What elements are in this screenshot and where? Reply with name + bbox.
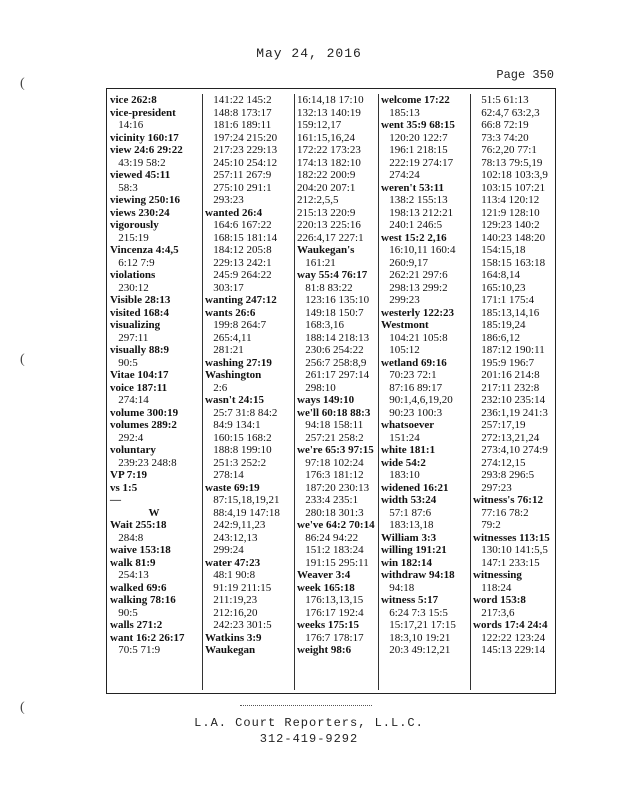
index-reference: 185:13 — [381, 106, 420, 119]
index-term: win 182:14 — [381, 556, 433, 569]
index-reference: 104:21 105:8 — [381, 331, 448, 344]
index-term: white 181:1 — [381, 444, 436, 456]
index-reference: 298:13 299:2 — [381, 281, 448, 294]
index-reference: 184:12 205:8 — [205, 244, 272, 256]
index-term: waive 153:18 — [110, 544, 171, 556]
index-reference: 77:16 78:2 — [473, 506, 529, 519]
index-reference: 86:24 94:22 — [297, 531, 359, 544]
index-term: width 53:24 — [381, 494, 437, 506]
index-term: walls 271:2 — [110, 619, 163, 631]
index-reference: 260:9,17 — [381, 256, 429, 269]
index-reference: 113:4 120:12 — [473, 194, 540, 206]
index-reference: 148:8 173:17 — [205, 106, 272, 119]
index-reference: 62:4,7 63:2,3 — [473, 106, 540, 119]
index-reference: 122:22 123:24 — [473, 631, 546, 644]
index-term: witnesses 113:15 — [473, 531, 550, 544]
index-reference: 171:1 175:4 — [473, 294, 535, 306]
index-term: weight 98:6 — [297, 644, 352, 656]
index-term: witness 5:17 — [381, 594, 439, 606]
index-reference: 212:2,5,5 — [297, 194, 339, 206]
index-reference: 297:11 — [110, 331, 149, 344]
index-term: vicinity 160:17 — [110, 131, 179, 144]
index-reference: 94:18 — [381, 581, 415, 594]
index-reference: 273:4,10 274:9 — [473, 444, 548, 456]
margin-mark: ( — [20, 700, 25, 715]
index-reference: 168:15 181:14 — [205, 231, 278, 244]
index-reference: 257:11 267:9 — [205, 169, 272, 181]
index-term: withdraw 94:18 — [381, 569, 455, 581]
index-reference: 88:4,19 147:18 — [205, 506, 280, 519]
page-number: Page 350 — [496, 68, 554, 82]
index-reference: 174:13 182:10 — [297, 156, 361, 169]
index-reference: 212:16,20 — [205, 606, 258, 619]
index-reference: 73:3 74:20 — [473, 131, 529, 144]
index-reference: 159:12,17 — [297, 119, 342, 131]
index-reference: 16:10,11 160:4 — [381, 244, 456, 256]
index-reference: 164:6 167:22 — [205, 219, 272, 231]
index-reference: 280:18 301:3 — [297, 506, 364, 519]
index-reference: 48:1 90:8 — [205, 569, 256, 581]
index-term: viewed 45:11 — [110, 169, 171, 181]
index-reference: 79:2 — [473, 519, 501, 531]
index-term: walk 81:9 — [110, 556, 156, 569]
index-term: west 15:2 2,16 — [381, 231, 447, 244]
index-reference: 147:1 233:15 — [473, 556, 540, 569]
index-term: widened 16:21 — [381, 481, 449, 494]
index-term: witnessing — [473, 569, 522, 581]
index-reference: 94:18 158:11 — [297, 419, 364, 431]
margin-mark: ( — [20, 352, 25, 367]
index-reference: 199:8 264:7 — [205, 319, 267, 331]
index-term: voluntary — [110, 444, 156, 456]
index-reference: 16:14,18 17:10 — [297, 94, 364, 106]
index-reference: 211:19,23 — [205, 594, 258, 606]
index-reference: 293:23 — [205, 194, 244, 206]
index-term: words 17:4 24:4 — [473, 619, 548, 631]
index-term: Visible 28:13 — [110, 294, 171, 306]
index-reference: 284:8 — [110, 531, 144, 544]
index-reference: 254:13 — [110, 569, 149, 581]
index-reference: 220:13 225:16 — [297, 219, 361, 231]
index-reference: 217:3,6 — [473, 606, 515, 619]
index-reference: 292:4 — [110, 431, 144, 444]
index-reference: 20:3 49:12,21 — [381, 644, 451, 656]
index-term: voice 187:11 — [110, 381, 168, 394]
index-reference: 66:8 72:19 — [473, 119, 529, 131]
index-column-3 — [294, 94, 378, 690]
header-date: May 24, 2016 — [256, 46, 362, 61]
index-term: Weaver 3:4 — [297, 569, 351, 581]
index-reference: 251:3 252:2 — [205, 456, 267, 469]
index-column-1 — [108, 94, 202, 690]
index-reference: 297:23 — [473, 481, 512, 494]
index-term: vice-president — [110, 106, 176, 119]
index-reference: 257:21 258:2 — [297, 431, 364, 444]
index-reference: 245:9 264:22 — [205, 269, 272, 281]
index-term: washing 27:19 — [205, 356, 272, 369]
index-column-2 — [202, 94, 294, 690]
index-column-4 — [378, 94, 470, 690]
index-term: whatsoever — [381, 419, 435, 431]
index-term: Vincenza 4:4,5 — [110, 244, 179, 256]
index-reference: 215:13 220:9 — [297, 206, 356, 219]
index-term: wanted 26:4 — [205, 206, 263, 219]
index-reference: 262:21 297:6 — [381, 269, 448, 281]
index-reference: 103:15 107:21 — [473, 181, 546, 194]
index-reference: 97:18 102:24 — [297, 456, 364, 469]
index-reference: 14:16 — [110, 119, 144, 131]
index-reference: 84:9 134:1 — [205, 419, 261, 431]
index-term: witness's 76:12 — [473, 494, 543, 506]
index-reference: 278:14 — [205, 469, 244, 481]
index-reference: 161:15,16,24 — [297, 131, 356, 144]
footer-rule — [240, 705, 372, 706]
index-reference: 165:10,23 — [473, 281, 526, 294]
index-term: volumes 289:2 — [110, 419, 177, 431]
margin-mark: ( — [20, 76, 25, 91]
index-term: viewing 250:16 — [110, 194, 180, 206]
index-reference: 261:17 297:14 — [297, 369, 370, 381]
index-term: visually 88:9 — [110, 344, 169, 356]
index-term: wasn't 24:15 — [205, 394, 264, 406]
index-reference: 78:13 79:5,19 — [473, 156, 543, 169]
index-term: westerly 122:23 — [381, 306, 455, 319]
index-reference: 176:3 181:12 — [297, 469, 364, 481]
index-reference: 201:16 214:8 — [473, 369, 540, 381]
index-reference: 172:22 173:23 — [297, 144, 361, 156]
footer-phone: 312-419-9292 — [259, 732, 359, 746]
index-term: Waukegan's — [297, 244, 355, 256]
index-term: visited 168:4 — [110, 306, 169, 319]
index-reference: 158:15 163:18 — [473, 256, 546, 269]
index-reference: 138:2 155:13 — [381, 194, 448, 206]
index-term: Westmont — [381, 319, 429, 331]
index-term: wanting 247:12 — [205, 294, 277, 306]
index-reference: 281:21 — [205, 344, 244, 356]
index-reference: 154:15,18 — [473, 244, 526, 256]
index-reference: 168:3,16 — [297, 319, 345, 331]
index-reference: 293:8 296:5 — [473, 469, 535, 481]
index-reference: 90:23 100:3 — [381, 406, 443, 419]
index-reference: 2:6 — [205, 381, 228, 394]
index-reference: 222:19 274:17 — [381, 156, 454, 169]
index-reference: 240:1 246:5 — [381, 219, 443, 231]
index-reference: 242:9,11,23 — [205, 519, 266, 531]
index-reference: 274:24 — [381, 169, 420, 181]
index-term: violations — [110, 269, 156, 281]
index-reference: 15:17,21 17:15 — [381, 619, 456, 631]
index-reference: 58:3 — [110, 181, 138, 194]
index-reference: 91:19 211:15 — [205, 581, 272, 594]
index-reference: 256:7 258:8,9 — [297, 356, 367, 369]
index-reference: 274:14 — [110, 394, 149, 406]
index-reference: 176:7 178:17 — [297, 631, 364, 644]
index-reference: 25:7 31:8 84:2 — [205, 406, 278, 419]
index-reference: 160:15 168:2 — [205, 431, 272, 444]
index-term: Vitae 104:17 — [110, 369, 169, 381]
index-reference: 90:1,4,6,19,20 — [381, 394, 453, 406]
index-reference: 187:12 190:11 — [473, 344, 545, 356]
index-term: weren't 53:11 — [381, 181, 445, 194]
index-term: Waukegan — [205, 644, 256, 656]
index-reference: 191:15 295:11 — [297, 556, 369, 569]
index-reference: 257:17,19 — [473, 419, 526, 431]
index-term: welcome 17:22 — [381, 94, 450, 106]
index-reference: 195:9 196:7 — [473, 356, 535, 369]
index-reference: 102:18 103:3,9 — [473, 169, 548, 181]
index-reference: 299:23 — [381, 294, 420, 306]
index-reference: 229:13 242:1 — [205, 256, 272, 269]
index-reference: 226:4,17 227:1 — [297, 231, 364, 244]
index-term: visualizing — [110, 319, 161, 331]
index-reference: 274:12,15 — [473, 456, 526, 469]
index-reference: 87:16 89:17 — [381, 381, 443, 394]
index-term: views 230:24 — [110, 206, 170, 219]
index-reference: 149:18 150:7 — [297, 306, 364, 319]
index-reference: 176:13,13,15 — [297, 594, 364, 606]
index-term: Wait 255:18 — [110, 519, 167, 531]
index-term: we're 65:3 97:15 — [297, 444, 374, 456]
index-reference: 6:12 7:9 — [110, 256, 155, 269]
index-term: way 55:4 76:17 — [297, 269, 368, 281]
index-reference: 123:16 135:10 — [297, 294, 370, 306]
index-reference: 217:11 232:8 — [473, 381, 540, 394]
index-term: walked 69:6 — [110, 581, 167, 594]
index-reference: 217:23 229:13 — [205, 144, 278, 156]
index-reference: 298:10 — [297, 381, 336, 394]
index-reference: 275:10 291:1 — [205, 181, 272, 194]
index-reference: 141:22 145:2 — [205, 94, 272, 106]
index-reference: 197:24 215:20 — [205, 131, 278, 144]
index-term: VP 7:19 — [110, 469, 147, 481]
index-reference: 118:24 — [473, 581, 512, 594]
index-reference: 57:1 87:6 — [381, 506, 432, 519]
index-reference: 242:23 301:5 — [205, 619, 272, 631]
footer-company: L.A. Court Reporters, L.L.C. — [194, 716, 424, 730]
index-reference: 185:13,14,16 — [473, 306, 540, 319]
index-reference: 121:9 128:10 — [473, 206, 540, 219]
index-term: waste 69:19 — [205, 481, 260, 494]
index-reference: 186:6,12 — [473, 331, 521, 344]
index-reference: 245:10 254:12 — [205, 156, 278, 169]
index-reference: 90:5 — [110, 606, 138, 619]
index-reference: 196:1 218:15 — [381, 144, 448, 156]
index-reference: 232:10 235:14 — [473, 394, 546, 406]
index-reference: 183:10 — [381, 469, 420, 481]
index-reference: 18:3,10 19:21 — [381, 631, 451, 644]
index-term: — — [110, 494, 121, 506]
index-reference: 230:6 254:22 — [297, 344, 364, 356]
index-reference: 145:13 229:14 — [473, 644, 546, 656]
index-reference: 236:1,19 241:3 — [473, 406, 548, 419]
index-reference: 87:15,18,19,21 — [205, 494, 280, 506]
index-reference: 76:2,20 77:1 — [473, 144, 537, 156]
index-term: William 3:3 — [381, 531, 437, 544]
index-reference: 161:21 — [297, 256, 336, 269]
index-reference: 303:17 — [205, 281, 244, 294]
index-term: went 35:9 68:15 — [381, 119, 455, 131]
index-term: weeks 175:15 — [297, 619, 360, 631]
index-reference: 51:5 61:13 — [473, 94, 529, 106]
index-reference: 299:24 — [205, 544, 244, 556]
index-reference: 188:14 218:13 — [297, 331, 370, 344]
index-term: word 153:8 — [473, 594, 526, 606]
index-reference: 187:20 230:13 — [297, 481, 370, 494]
index-reference: 243:12,13 — [205, 531, 258, 544]
index-term: volume 300:19 — [110, 406, 179, 419]
index-reference: 132:13 140:19 — [297, 106, 361, 119]
index-term: view 24:6 29:22 — [110, 144, 183, 156]
index-term: want 16:2 26:17 — [110, 631, 185, 644]
index-reference: 188:8 199:10 — [205, 444, 272, 456]
index-reference: 176:17 192:4 — [297, 606, 364, 619]
index-reference: 233:4 235:1 — [297, 494, 359, 506]
index-reference: 204:20 207:1 — [297, 181, 356, 194]
index-term: we'll 60:18 88:3 — [297, 406, 371, 419]
index-reference: 182:22 200:9 — [297, 169, 356, 181]
index-reference: 90:5 — [110, 356, 138, 369]
index-term: wetland 69:16 — [381, 356, 447, 369]
index-term: week 165:18 — [297, 581, 355, 594]
index-reference: 185:19,24 — [473, 319, 526, 331]
index-reference: 105:12 — [381, 344, 420, 356]
index-reference: 272:13,21,24 — [473, 431, 540, 444]
index-term: vs 1:5 — [110, 481, 138, 494]
index-term: vigorously — [110, 219, 159, 231]
index-reference: 70:23 72:1 — [381, 369, 437, 381]
index-reference: 70:5 71:9 — [110, 644, 161, 656]
index-term: W — [148, 506, 160, 519]
index-reference: 81:8 83:22 — [297, 281, 353, 294]
index-reference: 120:20 122:7 — [381, 131, 448, 144]
index-reference: 140:23 148:20 — [473, 231, 546, 244]
index-term: we've 64:2 70:14 — [297, 519, 375, 531]
index-reference: 215:19 — [110, 231, 149, 244]
index-reference: 151:24 — [381, 431, 420, 444]
index-reference: 6:24 7:3 15:5 — [381, 606, 448, 619]
index-term: Washington — [205, 369, 262, 381]
index-term: water 47:23 — [205, 556, 261, 569]
index-term: ways 149:10 — [297, 394, 355, 406]
index-term: wide 54:2 — [381, 456, 426, 469]
index-reference: 239:23 248:8 — [110, 456, 177, 469]
index-reference: 43:19 58:2 — [110, 156, 166, 169]
index-reference: 181:6 189:11 — [205, 119, 272, 131]
index-term: willing 191:21 — [381, 544, 447, 556]
index-reference: 129:23 140:2 — [473, 219, 540, 231]
index-reference: 198:13 212:21 — [381, 206, 454, 219]
index-column-5 — [470, 94, 556, 690]
index-reference: 183:13,18 — [381, 519, 434, 531]
index-reference: 130:10 141:5,5 — [473, 544, 548, 556]
index-term: wants 26:6 — [205, 306, 256, 319]
index-reference: 164:8,14 — [473, 269, 521, 281]
index-term: Watkins 3:9 — [205, 631, 262, 644]
index-term: vice 262:8 — [110, 94, 157, 106]
index-reference: 230:12 — [110, 281, 149, 294]
index-reference: 265:4,11 — [205, 331, 252, 344]
index-term: walking 78:16 — [110, 594, 176, 606]
index-reference: 151:2 183:24 — [297, 544, 364, 556]
